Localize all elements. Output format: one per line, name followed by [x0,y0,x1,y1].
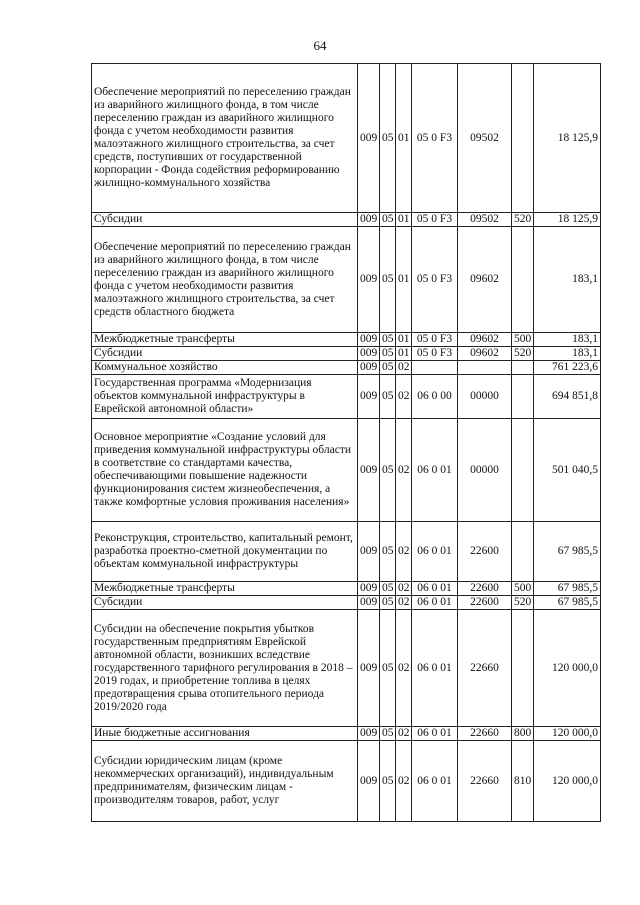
row-section-code: 05 [380,227,396,333]
row-section-code: 05 [380,64,396,213]
row-section-code: 05 [380,333,396,347]
row-name-cell: Субсидии [92,213,358,227]
row-subsection-code: 02 [396,727,412,741]
row-expense-type-code [512,419,534,522]
row-grbs-code: 009 [358,596,380,610]
row-amount: 67 985,5 [534,582,601,596]
row-section-code: 05 [380,419,396,522]
row-direction-code: 00000 [458,419,512,522]
row-section-code: 05 [380,582,396,596]
row-subsection-code: 02 [396,375,412,419]
row-expense-type-code: 520 [512,596,534,610]
row-program-code: 05 0 F3 [412,213,458,227]
table-row [92,227,601,333]
row-program-code: 06 0 01 [412,596,458,610]
table-row [92,727,601,741]
row-direction-code: 00000 [458,375,512,419]
row-direction-code: 22660 [458,741,512,822]
row-section-code: 05 [380,741,396,822]
row-section-code: 05 [380,522,396,582]
table-row [92,522,601,582]
row-grbs-code: 009 [358,610,380,727]
table-row [92,213,601,227]
row-subsection-code: 01 [396,333,412,347]
row-expense-type-code [512,227,534,333]
row-expense-type-code: 500 [512,333,534,347]
table-row [92,347,601,361]
row-subsection-code: 02 [396,596,412,610]
row-name-cell: Основное мероприятие «Создание условий для приведения коммунальной инфраструктуры области в соответствие со стандартами качества, обеспечивающими повышение надежности функционирования систем жизнеобеспечения, а также комфортные условия проживания населения» [92,419,358,522]
row-direction-code: 09502 [458,213,512,227]
row-program-code: 05 0 F3 [412,333,458,347]
table-row [92,741,601,822]
row-program-code: 06 0 00 [412,375,458,419]
row-direction-code: 22600 [458,522,512,582]
row-name-cell: Коммунальное хозяйство [92,361,358,375]
row-expense-type-code [512,361,534,375]
budget-table-body [92,64,601,822]
row-subsection-code: 02 [396,741,412,822]
row-subsection-code: 02 [396,361,412,375]
row-subsection-code: 02 [396,582,412,596]
table-row [92,596,601,610]
row-program-code: 06 0 01 [412,727,458,741]
row-grbs-code: 009 [358,64,380,213]
row-program-code: 06 0 01 [412,582,458,596]
table-row [92,375,601,419]
row-program-code: 06 0 01 [412,522,458,582]
row-expense-type-code: 810 [512,741,534,822]
row-name-cell: Иные бюджетные ассигнования [92,727,358,741]
row-program-code: 05 0 F3 [412,347,458,361]
row-expense-type-code: 520 [512,347,534,361]
row-name-cell: Субсидии [92,347,358,361]
row-amount: 67 985,5 [534,522,601,582]
row-direction-code: 22660 [458,610,512,727]
row-amount: 694 851,8 [534,375,601,419]
row-amount: 67 985,5 [534,596,601,610]
row-name-cell: Субсидии [92,596,358,610]
row-program-code: 06 0 01 [412,419,458,522]
row-name-cell: Субсидии юридическим лицам (кроме некоммерческих организаций), индивидуальным предпринимателям, физическим лицам - производителям товаров, работ, услуг [92,741,358,822]
row-amount: 183,1 [534,347,601,361]
row-section-code: 05 [380,596,396,610]
row-direction-code: 09602 [458,347,512,361]
row-name-cell: Обеспечение мероприятий по переселению граждан из аварийного жилищного фонда, в том числе переселению граждан из аварийного жилищного фонда с учетом необходимости развития малоэтажного жилищного строительства, за счет средств, поступивших от государственной корпорации - Фонда содействия реформированию жилищно-коммунального хозяйства [92,64,358,213]
row-name-cell: Обеспечение мероприятий по переселению граждан из аварийного жилищного фонда, в том числе переселению граждан из аварийного жилищного фонда с учетом необходимости развития малоэтажного жилищного строительства, за счет средств областного бюджета [92,227,358,333]
row-expense-type-code: 800 [512,727,534,741]
row-expense-type-code [512,610,534,727]
row-name-cell: Субсидии на обеспечение покрытия убытков государственным предприятиям Еврейской автономной области, возникших вследствие государственного тарифного регулирования в 2018 – 2019 годах, и приобретение топлива в целях предотвращения срыва отопительного периода 2019/2020 года [92,610,358,727]
budget-table [91,63,601,822]
row-amount: 120 000,0 [534,727,601,741]
row-grbs-code: 009 [358,227,380,333]
table-row [92,419,601,522]
row-amount: 18 125,9 [534,64,601,213]
row-direction-code: 09602 [458,227,512,333]
row-name-cell: Государственная программа «Модернизация объектов коммунальной инфраструктуры в Еврейской автономной области» [92,375,358,419]
row-grbs-code: 009 [358,727,380,741]
row-section-code: 05 [380,375,396,419]
row-grbs-code: 009 [358,582,380,596]
table-row [92,610,601,727]
row-direction-code: 22600 [458,596,512,610]
row-program-code: 06 0 01 [412,610,458,727]
row-expense-type-code [512,64,534,213]
row-program-code: 05 0 F3 [412,227,458,333]
row-section-code: 05 [380,213,396,227]
row-amount: 761 223,6 [534,361,601,375]
row-grbs-code: 009 [358,347,380,361]
row-direction-code: 22660 [458,727,512,741]
row-expense-type-code [512,375,534,419]
row-section-code: 05 [380,347,396,361]
row-amount: 120 000,0 [534,741,601,822]
row-direction-code: 09602 [458,333,512,347]
row-amount: 501 040,5 [534,419,601,522]
row-subsection-code: 01 [396,213,412,227]
row-subsection-code: 02 [396,522,412,582]
row-direction-code [458,361,512,375]
row-program-code: 05 0 F3 [412,64,458,213]
row-subsection-code: 01 [396,227,412,333]
row-subsection-code: 02 [396,610,412,727]
row-expense-type-code: 500 [512,582,534,596]
row-grbs-code: 009 [358,333,380,347]
row-amount: 183,1 [534,333,601,347]
row-direction-code: 22600 [458,582,512,596]
row-grbs-code: 009 [358,741,380,822]
row-expense-type-code: 520 [512,213,534,227]
row-section-code: 05 [380,727,396,741]
row-grbs-code: 009 [358,419,380,522]
row-grbs-code: 009 [358,375,380,419]
table-row [92,582,601,596]
row-direction-code: 09502 [458,64,512,213]
row-program-code [412,361,458,375]
page-number: 64 [313,38,327,53]
row-amount: 120 000,0 [534,610,601,727]
row-subsection-code: 01 [396,64,412,213]
row-subsection-code: 02 [396,419,412,522]
row-section-code: 05 [380,361,396,375]
row-grbs-code: 009 [358,361,380,375]
table-row [92,64,601,213]
row-program-code: 06 0 01 [412,741,458,822]
table-row [92,333,601,347]
row-amount: 183,1 [534,227,601,333]
row-section-code: 05 [380,610,396,727]
table-row [92,361,601,375]
row-name-cell: Межбюджетные трансферты [92,333,358,347]
row-grbs-code: 009 [358,213,380,227]
row-amount: 18 125,9 [534,213,601,227]
row-expense-type-code [512,522,534,582]
row-name-cell: Межбюджетные трансферты [92,582,358,596]
row-subsection-code: 01 [396,347,412,361]
row-name-cell: Реконструкция, строительство, капитальный ремонт, разработка проектно-сметной документации по объектам коммунальной инфраструктуры [92,522,358,582]
row-grbs-code: 009 [358,522,380,582]
